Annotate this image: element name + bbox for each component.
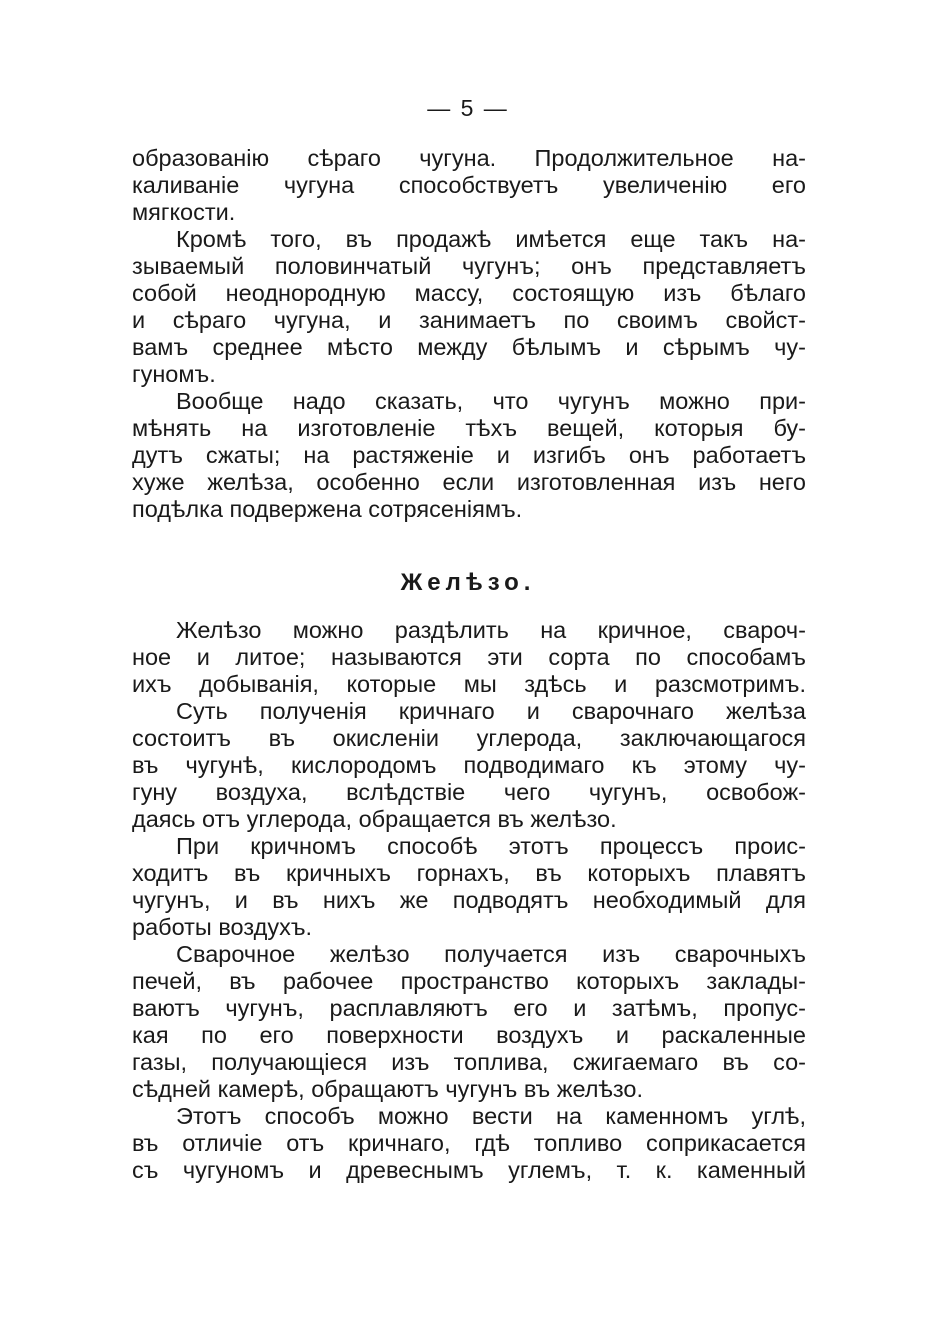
- text-line: ходитъ въ кричныхъ горнахъ, въ которыхъ плавятъ: [132, 860, 806, 886]
- text-line: чугунъ, и въ нихъ же подводятъ необходимый для: [132, 887, 806, 913]
- text-line: При кричномъ способѣ этотъ процессъ проис-: [176, 833, 806, 859]
- paragraph: [132, 617, 806, 698]
- paragraph: [132, 833, 806, 941]
- text-line: и сѣраго чугуна, и занимаетъ по своимъ свойст-: [132, 307, 806, 333]
- text-line: зываемый половинчатый чугунъ; онъ представляетъ: [132, 253, 806, 279]
- text-line: собой неоднородную массу, состоящую изъ бѣлаго: [132, 280, 806, 306]
- text-line: дутъ сжаты; на растяженіе и изгибъ онъ работаетъ: [132, 442, 806, 468]
- text-line: каливаніе чугуна способствуетъ увеличенію его: [132, 172, 806, 198]
- text-line: газы, получающіеся изъ топлива, сжигаемаго въ со-: [132, 1049, 806, 1075]
- text-line: мягкости.: [132, 199, 236, 225]
- paragraph: [132, 145, 806, 226]
- text-line: ихъ добыванія, которые мы здѣсь и разсмотримъ.: [132, 671, 806, 697]
- text-line: сѣдней камерѣ, обращаютъ чугунъ въ желѣзо.: [132, 1076, 644, 1102]
- text-line: печей, въ рабочее пространство которыхъ заклады-: [132, 968, 806, 994]
- text-line: гуномъ.: [132, 361, 216, 387]
- text-line: Этотъ способъ можно вести на каменномъ углѣ,: [176, 1103, 806, 1129]
- text-line: Кромѣ того, въ продажѣ имѣется еще такъ на-: [176, 226, 806, 252]
- paragraph: [132, 941, 806, 1103]
- text-line: мѣнять на изготовленіе тѣхъ вещей, которыя бу-: [132, 415, 806, 441]
- paragraph: [132, 698, 806, 833]
- paragraph: [132, 388, 806, 523]
- section-heading: Желѣзо.: [400, 569, 536, 596]
- text-line: даясь отъ углерода, обращается въ желѣзо.: [132, 806, 617, 832]
- paragraph: [132, 1103, 806, 1184]
- top-text-block: [132, 145, 806, 523]
- bottom-text-block: [132, 617, 806, 1184]
- text-line: ное и литое; называются эти сорта по способамъ: [132, 644, 806, 670]
- text-line: Сварочное желѣзо получается изъ сварочныхъ: [176, 941, 806, 967]
- text-line: работы воздухъ.: [132, 914, 313, 940]
- paragraph: [132, 226, 806, 388]
- text-line: подѣлка подвержена сотрясеніямъ.: [132, 496, 523, 522]
- text-line: съ чугуномъ и древеснымъ углемъ, т. к. каменный: [132, 1157, 806, 1183]
- text-line: вамъ среднее мѣсто между бѣлымъ и сѣрымъ чу-: [132, 334, 806, 360]
- text-line: въ чугунѣ, кислородомъ подводимаго къ этому чу-: [132, 752, 806, 778]
- text-line: хуже желѣза, особенно если изготовленная изъ него: [132, 469, 806, 495]
- text-line: Суть полученія кричнаго и сварочнаго желѣза: [176, 698, 806, 724]
- text-line: въ отличіе отъ кричнаго, гдѣ топливо соприкасается: [132, 1130, 806, 1156]
- text-line: кая по его поверхности воздухъ и раскаленные: [132, 1022, 806, 1048]
- text-line: образованію сѣраго чугуна. Продолжительное на-: [132, 145, 806, 171]
- text-line: Вообще надо сказать, что чугунъ можно при-: [176, 388, 806, 414]
- text-line: состоитъ въ окисленіи углерода, заключающагося: [132, 725, 806, 751]
- text-line: гуну воздуха, вслѣдствіе чего чугунъ, освобож-: [132, 779, 806, 805]
- text-line: Желѣзо можно раздѣлить на кричное, свароч-: [176, 617, 806, 643]
- text-line: ваютъ чугунъ, расплавляютъ его и затѣмъ, пропус-: [132, 995, 806, 1021]
- page-number: — 5 —: [427, 95, 509, 121]
